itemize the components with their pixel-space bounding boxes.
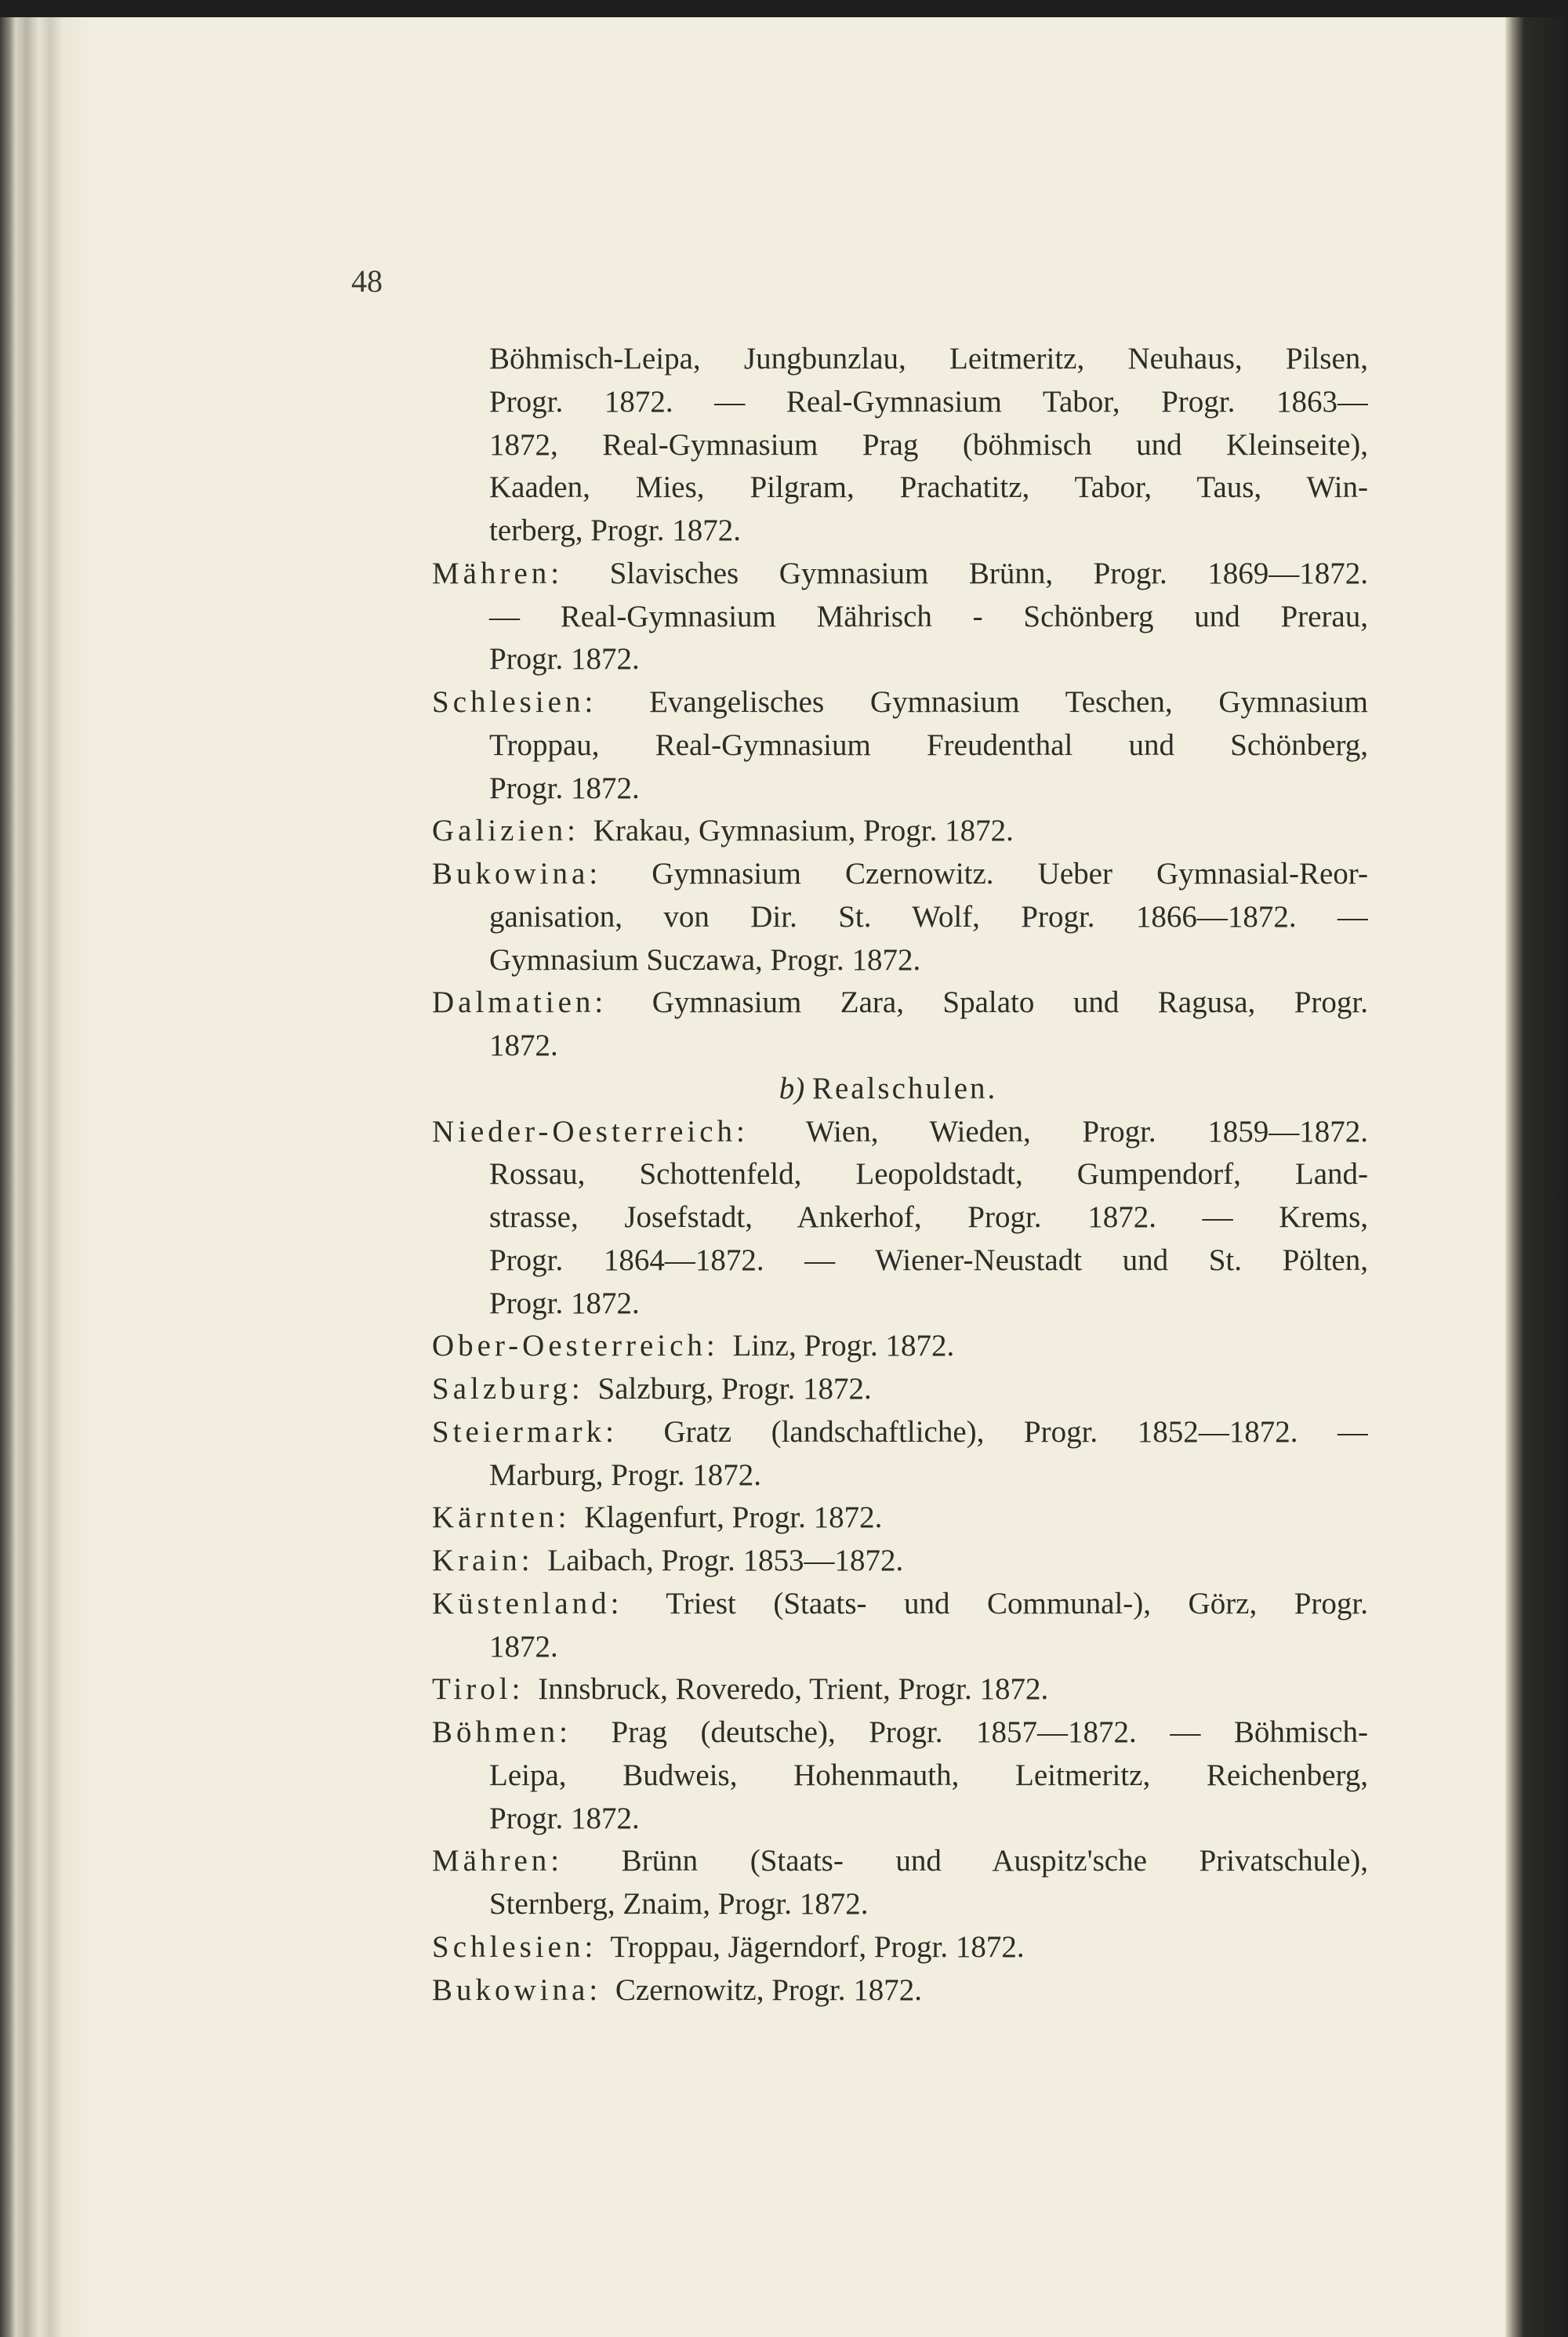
continuation-line <box>432 1153 1368 1196</box>
line-text: Salzburg, Progr. 1872. <box>597 1372 872 1406</box>
line-text: Böhmisch-Leipa, Jungbunzlau, Leitmeritz, Neuhaus, Pilsen, <box>489 342 1368 376</box>
continuation-line <box>432 424 1368 467</box>
line-text: Progr. 1872. — Real-Gymnasium Tabor, Progr. 1863— <box>489 384 1368 419</box>
section-heading <box>432 1068 1368 1111</box>
line-text: Gymnasium Suczawa, Progr. 1872. <box>489 942 921 977</box>
region-label: Dalmatien: <box>432 985 608 1020</box>
line-text: 1872. <box>489 1029 558 1062</box>
region-label: Schlesien: <box>432 1929 597 1964</box>
line-text: Klagenfurt, Progr. 1872. <box>584 1501 883 1535</box>
continuation-line <box>432 1196 1368 1239</box>
entry-line <box>432 1497 1368 1540</box>
line-text: Gymnasium Zara, Spalato und Ragusa, Progr. <box>652 985 1368 1020</box>
line-text: Innsbruck, Roveredo, Trient, Progr. 1872. <box>538 1672 1049 1707</box>
line-text: strasse, Josefstadt, Ankerhof, Progr. 1872. — Krems, <box>489 1200 1368 1234</box>
region-label: Nieder-Oesterreich: <box>432 1114 749 1149</box>
entry-line <box>432 1711 1368 1755</box>
line-text: terberg, Progr. 1872. <box>489 513 741 547</box>
continuation-line <box>432 1755 1368 1798</box>
line-text: Triest (Staats- und Communal-), Görz, Progr. <box>666 1586 1368 1620</box>
line-text: Slavisches Gymnasium Brünn, Progr. 1869—1872. <box>609 556 1368 590</box>
continuation-line <box>432 338 1368 381</box>
line-text: Prag (deutsche), Progr. 1857—1872. — Böhmisch- <box>611 1715 1368 1749</box>
line-text: Progr. 1872. <box>489 771 640 805</box>
continuation-line <box>432 1283 1368 1326</box>
line-text: Progr. 1864—1872. — Wiener-Neustadt und St. Pölten, <box>489 1243 1368 1277</box>
book-binding-edge <box>0 17 94 2337</box>
line-text: Linz, Progr. 1872. <box>732 1329 955 1363</box>
line-text: Wien, Wieden, Progr. 1859—1872. <box>805 1114 1368 1149</box>
entry-line <box>432 810 1368 853</box>
continuation-line <box>432 1454 1368 1497</box>
line-text: Czernowitz, Progr. 1872. <box>615 1972 922 2007</box>
page-body-text <box>432 338 1368 2012</box>
region-label: Böhmen: <box>432 1715 572 1749</box>
line-text: — Real-Gymnasium Mährisch - Schönberg und Prerau, <box>489 599 1368 633</box>
line-text: Krakau, Gymnasium, Progr. 1872. <box>593 814 1014 848</box>
entry-line <box>432 1111 1368 1154</box>
line-text: Kaaden, Mies, Pilgram, Prachatitz, Tabor, Taus, Win- <box>489 470 1368 505</box>
entry-line <box>432 681 1368 724</box>
entry-line <box>432 1411 1368 1454</box>
continuation-line <box>432 466 1368 510</box>
continuation-line <box>432 1239 1368 1283</box>
section-heading-title: Realschulen. <box>811 1071 998 1105</box>
continuation-line <box>432 724 1368 768</box>
line-text: Gratz (landschaftliche), Progr. 1852—1872. — <box>663 1414 1368 1449</box>
page-number: 48 <box>351 263 383 299</box>
region-label: Bukowina: <box>432 857 602 891</box>
continuation-line <box>432 1798 1368 1841</box>
entry-line <box>432 853 1368 896</box>
line-text: 1872, Real-Gymnasium Prag (böhmisch und Kleinseite), <box>489 427 1368 462</box>
continuation-line <box>432 1883 1368 1926</box>
line-text: 1872. <box>489 1629 558 1664</box>
continuation-line <box>432 1626 1368 1669</box>
section-heading-prefix: b) <box>779 1071 805 1105</box>
continuation-line <box>432 896 1368 939</box>
region-label: Ober-Oesterreich: <box>432 1329 719 1363</box>
region-label: Bukowina: <box>432 1972 602 2007</box>
line-text: Progr. 1872. <box>489 1286 640 1320</box>
page-right-edge <box>1505 17 1568 2337</box>
entry-line <box>432 1325 1368 1368</box>
entry-line <box>432 982 1368 1025</box>
region-label: Krain: <box>432 1544 534 1577</box>
line-text: Progr. 1872. <box>489 642 640 677</box>
entry-line <box>432 1540 1368 1583</box>
line-text: Leipa, Budweis, Hohenmauth, Leitmeritz, Reichenberg, <box>489 1758 1368 1792</box>
continuation-line <box>432 381 1368 424</box>
region-label: Mähren: <box>432 1844 564 1878</box>
entry-line <box>432 1840 1368 1883</box>
line-text: Troppau, Jägerndorf, Progr. 1872. <box>610 1929 1025 1964</box>
region-label: Küstenland: <box>432 1586 623 1620</box>
region-label: Salzburg: <box>432 1372 584 1406</box>
entry-line <box>432 1969 1368 2012</box>
region-label: Steiermark: <box>432 1414 618 1449</box>
entry-line <box>432 1926 1368 1969</box>
continuation-line <box>432 638 1368 681</box>
line-text: Troppau, Real-Gymnasium Freudenthal und Schönberg, <box>489 728 1368 762</box>
continuation-line <box>432 596 1368 639</box>
line-text: Rossau, Schottenfeld, Leopoldstadt, Gumpendorf, Land- <box>489 1157 1368 1192</box>
continuation-line <box>432 939 1368 982</box>
line-text: Evangelisches Gymnasium Teschen, Gymnasium <box>649 685 1368 719</box>
region-label: Galizien: <box>432 814 579 848</box>
entry-line <box>432 1368 1368 1411</box>
line-text: Marburg, Progr. 1872. <box>489 1457 762 1492</box>
entry-line <box>432 1583 1368 1626</box>
line-text: ganisation, von Dir. St. Wolf, Progr. 1866—1872. — <box>489 899 1368 934</box>
region-label: Kärnten: <box>432 1501 571 1535</box>
line-text: Progr. 1872. <box>489 1801 640 1835</box>
region-label: Mähren: <box>432 556 564 590</box>
line-text: Gymnasium Czernowitz. Ueber Gymnasial-Reor- <box>652 857 1368 891</box>
line-text: Sternberg, Znaim, Progr. 1872. <box>489 1887 869 1921</box>
entry-line <box>432 553 1368 596</box>
continuation-line <box>432 1025 1368 1068</box>
entry-line <box>432 1668 1368 1711</box>
continuation-line <box>432 510 1368 553</box>
continuation-line <box>432 768 1368 811</box>
region-label: Tirol: <box>432 1672 524 1707</box>
line-text: Laibach, Progr. 1853—1872. <box>547 1544 904 1577</box>
region-label: Schlesien: <box>432 685 597 719</box>
line-text: Brünn (Staats- und Auspitz'sche Privatschule), <box>621 1844 1368 1878</box>
